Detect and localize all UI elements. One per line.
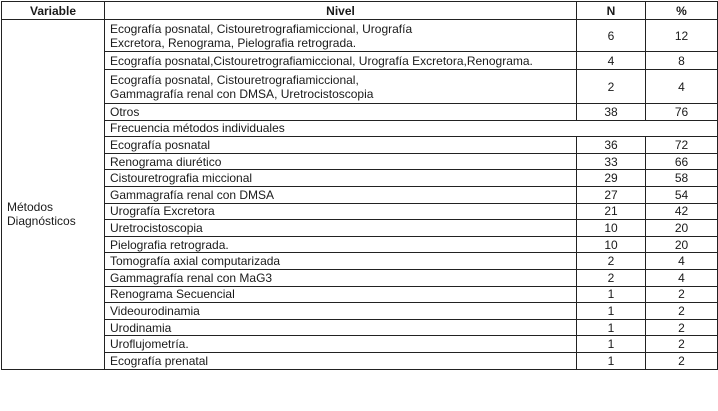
n-cell: 21	[577, 203, 646, 220]
nivel-cell: Cistouretrografia miccional	[105, 170, 577, 187]
pct-cell: 2	[646, 286, 718, 303]
pct-cell: 20	[646, 236, 718, 253]
nivel-cell	[105, 70, 577, 104]
table-row	[2, 170, 718, 187]
variable-line-1: Métodos	[7, 200, 54, 215]
nivel-line: Ecografía posnatal, Cistouretrografiamiccional,	[110, 72, 359, 87]
table-row	[2, 153, 718, 170]
nivel-cell: Videourodinamia	[105, 303, 577, 320]
n-cell: 33	[577, 153, 646, 170]
n-cell: 1	[577, 319, 646, 336]
nivel-cell: Urodinamia	[105, 319, 577, 336]
table-row	[2, 220, 718, 237]
n-cell: 6	[577, 20, 646, 52]
pct-cell: 2	[646, 336, 718, 353]
nivel-cell: Renograma diurético	[105, 153, 577, 170]
n-cell: 36	[577, 137, 646, 154]
nivel-cell: Uroflujometría.	[105, 336, 577, 353]
nivel-line: Ecografía posnatal, Cistouretrografiamiccional, Urografía	[110, 21, 413, 36]
nivel-cell: Tomografía axial computarizada	[105, 253, 577, 270]
table-row	[2, 137, 718, 154]
header-row	[2, 2, 718, 20]
pct-cell: 4	[646, 269, 718, 286]
pct-cell: 8	[646, 52, 718, 70]
pct-cell: 72	[646, 137, 718, 154]
pct-cell: 4	[646, 70, 718, 104]
n-cell: 2	[577, 269, 646, 286]
table-row	[2, 203, 718, 220]
nivel-cell: Gammagrafía renal con MaG3	[105, 269, 577, 286]
nivel-cell: Renograma Secuencial	[105, 286, 577, 303]
pct-cell: 2	[646, 303, 718, 320]
pct-cell: 66	[646, 153, 718, 170]
table-row	[2, 286, 718, 303]
table-row	[2, 352, 718, 369]
header-n: N	[577, 2, 646, 20]
header-variable: Variable	[2, 2, 105, 20]
nivel-cell: Pielografia retrograda.	[105, 236, 577, 253]
table-row	[2, 269, 718, 286]
variable-cell	[2, 20, 105, 370]
header-pct: %	[646, 2, 718, 20]
table-row	[2, 104, 718, 121]
table-row	[2, 70, 718, 104]
pct-cell: 20	[646, 220, 718, 237]
table-row	[2, 52, 718, 70]
nivel-cell: Urografía Excretora	[105, 203, 577, 220]
nivel-cell: Ecografía posnatal	[105, 137, 577, 154]
nivel-line: Excretora, Renograma, Pielografia retrograda.	[110, 35, 357, 50]
table-row	[2, 253, 718, 270]
pct-cell: 42	[646, 203, 718, 220]
nivel-cell: Otros	[105, 104, 577, 121]
diagnostic-methods-table	[1, 1, 718, 370]
table-row	[2, 20, 718, 52]
nivel-cell: Ecografía posnatal,Cistouretrografiamiccional, Urografía Excretora,Renograma.	[105, 52, 577, 70]
pct-cell: 12	[646, 20, 718, 52]
table-row	[2, 236, 718, 253]
n-cell: 27	[577, 186, 646, 203]
nivel-cell: Gammagrafía renal con DMSA	[105, 186, 577, 203]
n-cell: 1	[577, 352, 646, 369]
pct-cell: 76	[646, 104, 718, 121]
table-row	[2, 319, 718, 336]
nivel-line: Gammagrafía renal con DMSA, Uretrocistoscopia	[110, 86, 374, 101]
n-cell: 1	[577, 303, 646, 320]
n-cell: 1	[577, 286, 646, 303]
subheader-cell: Frecuencia métodos individuales	[105, 120, 718, 137]
variable-line-2: Diagnósticos	[7, 214, 76, 229]
subheader-row	[2, 120, 718, 137]
n-cell: 38	[577, 104, 646, 121]
nivel-cell: Uretrocistoscopia	[105, 220, 577, 237]
n-cell: 10	[577, 236, 646, 253]
pct-cell: 58	[646, 170, 718, 187]
table-row	[2, 336, 718, 353]
header-nivel: Nivel	[105, 2, 577, 20]
pct-cell: 2	[646, 319, 718, 336]
n-cell: 10	[577, 220, 646, 237]
nivel-cell	[105, 20, 577, 52]
table-row	[2, 303, 718, 320]
nivel-cell: Ecografía prenatal	[105, 352, 577, 369]
n-cell: 2	[577, 70, 646, 104]
n-cell: 1	[577, 336, 646, 353]
pct-cell: 54	[646, 186, 718, 203]
pct-cell: 4	[646, 253, 718, 270]
table-row	[2, 186, 718, 203]
n-cell: 4	[577, 52, 646, 70]
n-cell: 29	[577, 170, 646, 187]
n-cell: 2	[577, 253, 646, 270]
pct-cell: 2	[646, 352, 718, 369]
